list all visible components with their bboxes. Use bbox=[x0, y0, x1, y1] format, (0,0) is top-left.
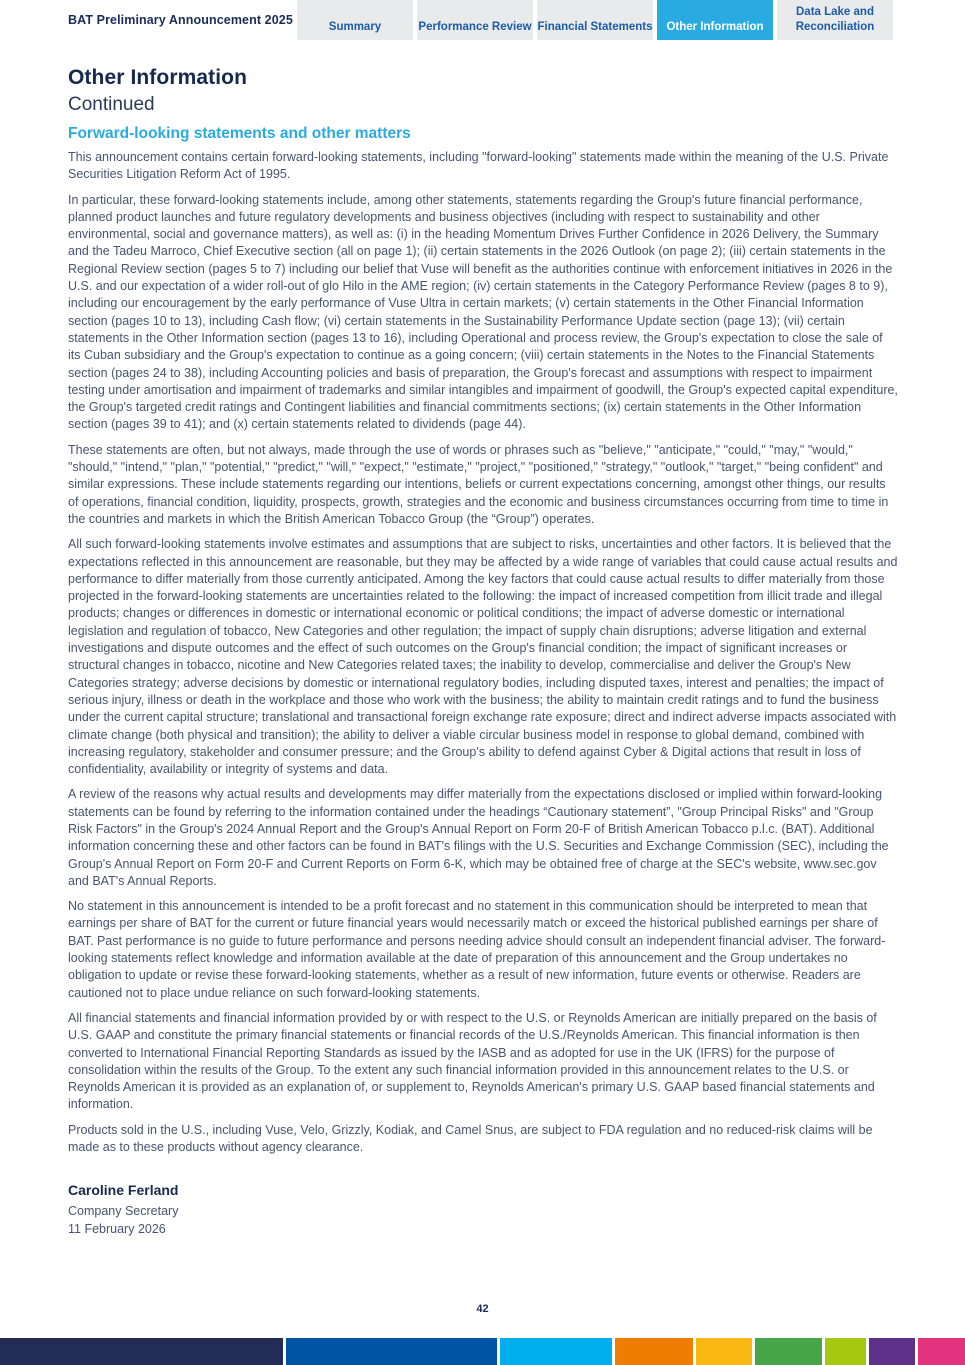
footer-stripe-seg-6 bbox=[825, 1338, 866, 1365]
signatory-role: Company Secretary bbox=[68, 1204, 179, 1219]
body-paragraph: All such forward-looking statements involve estimates and assumptions that are subject to risks, uncertainties and other factors. It is believed that the expectations reflected in this announcement are reasonable, but they may be affected by a wide range of variables that could cause actual results and performance to differ materially from those currently anticipated. Among the key factors that could cause actual results to differ materially from those projected in the forward-looking statements are uncertainties related to the following: the impact of increased competition from illicit trade and illegal products; changes or differences in domestic or international economic or political conditions; the impact of adverse domestic or international legislation and regulation of tobacco, New Categories and other regulation; the impact of supply chain disruptions; adverse litigation and external investigations and dispute outcomes and the effect of such outcomes on the Group's financial condition; the impact of significant increases or structural changes in tobacco, nicotine and New Categories related taxes; the inability to develop, commercialise and deliver the Group's New Categories strategy; adverse decisions by domestic or international regulatory bodies, including disputed taxes, interest and penalties; the impact of serious injury, illness or death in the workplace and those who work with the business; the ability to maintain credit ratings and to fund the business under the current capital structure; translational and transactional foreign exchange rate exposure; direct and indirect adverse impacts associated with climate change (both physical and transition); the ability to deliver a viable circular business model in response to global demand, combined with increasing regulatory, stakeholder and consumer pressure; and the Group's ability to defend against Cyber & Digital actions that result in loss of confidentiality, availability or integrity of systems and data. bbox=[68, 537, 898, 777]
tab-other-information-label: Other Information bbox=[666, 20, 764, 33]
footer-stripe-seg-2 bbox=[500, 1338, 612, 1365]
body-paragraph: Products sold in the U.S., including Vuse, Velo, Grizzly, Kodiak, and Camel Snus, are subject to FDA regulation and no reduced-risk claims will be made as to these products without agency clearance. bbox=[68, 1122, 873, 1155]
body-paragraph: In particular, these forward-looking statements include, among other statements, statements regarding the Group's future financial performance, planned product launches and future regulatory developments and business objectives (including with respect to sustainability and other environmental, social and governance matters), as well as: (i) in the heading Momentum Drives Further Confidence in 2026 Delivery, the Summary and the Tadeu Marroco, Chief Executive section (all on page 1); (ii) certain statements in the 2026 Outlook (on page 2); (iii) certain statements in the Regional Review section (pages 5 to 7) including our belief that Vuse will benefit as the authorities continue with enforcement initiatives in 2026 in the U.S. and our expectation of a wider roll-out of glo Hilo in the AME region; (iv) certain statements in the Category Performance Review (pages 8 to 9), including our encouragement by the early performance of Vuse Ultra in certain markets; (v) certain statements in the Other Financial Information section (pages 10 to 13), including Cash flow; (vi) certain statements in the Sustainability Performance Update section (page 13); (vii) certain statements in the Other Information section (pages 13 to 16), including Operational and process review, the Group's expectation to close the sale of its Cuban subsidiary and the Group's expectation to continue as a going concern; (viii) certain statements in the Notes to the Financial Statements section (pages 24 to 38), including Accounting policies and basis of preparation, the Group's forecast and assumptions with respect to impairment testing under amortisation and impairment of trademarks and similar intangibles and impairment of goodwill, the Group's expected capital expenditure, the Group's targeted credit ratings and Contingent liabilities and financial commitments sections; (ix) certain statements in the Other Information section (pages 39 to 41); and (x) certain statements related to dividends (page 44). bbox=[68, 192, 898, 432]
body-paragraph: A review of the reasons why actual results and developments may differ materially from the expectations disclosed or implied within forward-looking statements can be found by referring to the information contained under the headings “Cautionary statement”, "Group Principal Risks" and "Group Risk Factors" in the Group's 2024 Annual Report and the Group's Annual Report on Form 20-F of British American Tobacco p.l.c. (BAT). Additional information concerning these and other factors can be found in BAT's filings with the U.S. Securities and Exchange Commission (SEC), including the Group's Annual Report on Form 20-F and Current Reports on Form 6-K, which may be obtained free of charge at the SEC's website, www.sec.gov and BAT's Annual Reports. bbox=[68, 787, 889, 888]
signature-date: 11 February 2026 bbox=[68, 1222, 166, 1237]
tab-data-lake-and-reconciliation[interactable] bbox=[777, 0, 893, 40]
body-paragraph: No statement in this announcement is intended to be a profit forecast and no statement in this communication should be interpreted to mean that earnings per share of BAT for the current or future financial years would necessarily match or exceed the historical published earnings per share of BAT. Past performance is no guide to future performance and persons needing advice should consult an independent financial adviser. The forward-looking statements reflect knowledge and information available at the date of preparation of this announcement and the Group undertakes no obligation to update or revise these forward-looking statements, whether as a result of new information, future events or otherwise. Readers are cautioned not to place undue reliance on such forward-looking statements. bbox=[68, 899, 886, 1000]
footer-stripe-seg-1 bbox=[286, 1338, 497, 1365]
section-heading: Forward-looking statements and other matters bbox=[68, 125, 411, 142]
signatory-name: Caroline Ferland bbox=[68, 1182, 179, 1199]
page-subtitle: Continued bbox=[68, 94, 155, 115]
tab-performance-review[interactable] bbox=[417, 0, 533, 40]
brand-color-stripe bbox=[0, 1338, 965, 1365]
body-paragraph: All financial statements and financial information provided by or with respect to the U.S. or Reynolds American are initially prepared on the basis of U.S. GAAP and constitute the primary financial statements or financial records of the U.S./Reynolds American. This financial information is then converted to International Financial Reporting Standards as issued by the IASB and as adopted for use in the UK (IFRS) for the purpose of consolidation within the results of the Group. To the extent any such financial information provided in this announcement relates to the U.S. or Reynolds American it is provided as an explanation of, or supplement to, Reynolds American's primary U.S. GAAP based financial statements and information. bbox=[68, 1010, 877, 1112]
body-copy bbox=[68, 149, 898, 1156]
footer-stripe-seg-4 bbox=[696, 1338, 752, 1365]
signature-block bbox=[68, 1182, 898, 1236]
body-paragraph: This announcement contains certain forward-looking statements, including "forward-looking" statements made within the meaning of the U.S. Private Securities Litigation Reform Act of 1995. bbox=[68, 150, 889, 182]
footer-stripe-seg-0 bbox=[0, 1338, 283, 1365]
tab-summary-label: Summary bbox=[328, 20, 382, 33]
top-navigation-bar bbox=[0, 0, 965, 40]
footer-stripe-seg-5 bbox=[755, 1338, 822, 1365]
main-content bbox=[68, 66, 898, 1236]
tab-other-information[interactable] bbox=[657, 0, 773, 40]
tab-performance-review-label: Performance Review bbox=[418, 20, 532, 33]
page-number: 42 bbox=[476, 1303, 489, 1315]
page-title: Other Information bbox=[68, 66, 248, 89]
tab-bar bbox=[297, 0, 893, 40]
footer-stripe-seg-3 bbox=[615, 1338, 693, 1365]
tab-financial-statements-label: Financial Statements bbox=[537, 20, 653, 33]
body-paragraph: These statements are often, but not always, made through the use of words or phrases such as "believe," "anticipate," "could," "may," "would," "should," "intend," "plan," "potential," "predict," "will," "expect," "estimate," "project," "positioned," "strategy," "outlook," "target," "being confident" and similar expressions. These include statements regarding our intentions, beliefs or current expectations concerning, amongst other things, our results of operations, financial condition, liquidity, prospects, growth, strategies and the economic and business circumstances occurring from time to time in the countries and markets in which the British American Tobacco Group (the “Group”) operates. bbox=[68, 442, 889, 526]
tab-financial-statements[interactable] bbox=[537, 0, 653, 40]
tab-data-lake-and-reconciliation-label: Data Lake and Reconciliation bbox=[795, 6, 875, 33]
footer-stripe-seg-7 bbox=[869, 1338, 915, 1365]
footer-stripe-seg-8 bbox=[918, 1338, 965, 1365]
document-title: BAT Preliminary Announcement 2025 bbox=[68, 13, 293, 27]
tab-summary[interactable] bbox=[297, 0, 413, 40]
